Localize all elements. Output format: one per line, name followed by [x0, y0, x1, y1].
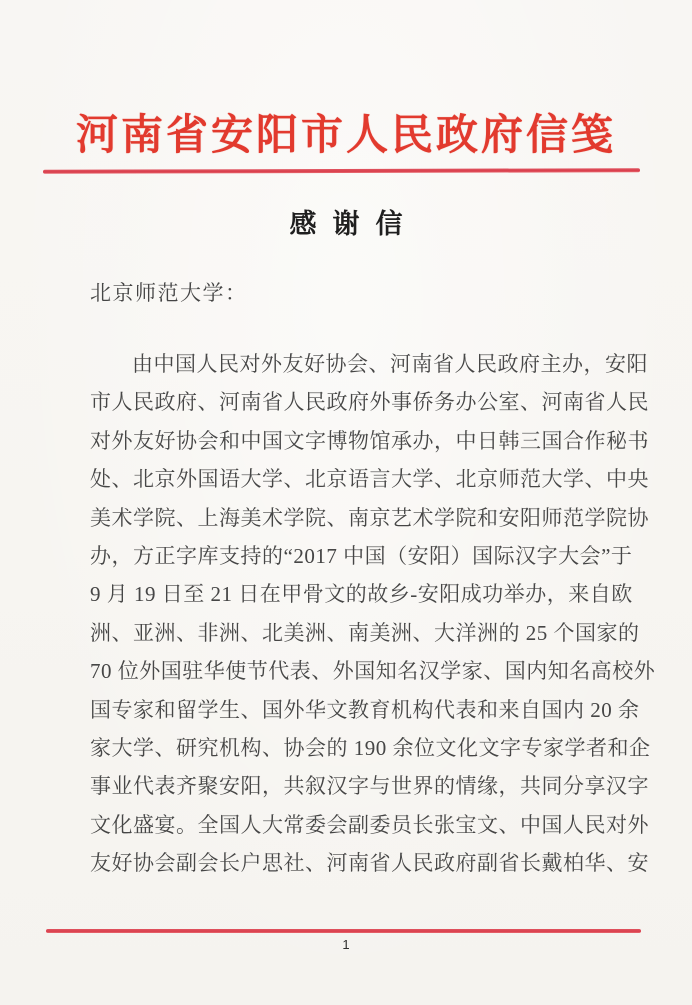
body-line: 家大学、研究机构、协会的 190 余位文化文字专家学者和企 — [90, 735, 651, 760]
document-title: 感谢信 — [289, 209, 419, 239]
salutation: 北京师范大学： — [90, 281, 248, 305]
letter-body — [90, 345, 656, 882]
body-line: 友好协会副会长户思社、河南省人民政府副省长戴柏华、安 — [90, 851, 649, 876]
body-line: 70 位外国驻华使节代表、外国知名汉学家、国内知名高校外 — [90, 659, 656, 684]
body-line: 对外友好协会和中国文字博物馆承办，中日韩三国合作秘书 — [90, 428, 649, 453]
body-line: 国专家和留学生、国外华文教育机构代表和来自国内 20 余 — [90, 697, 640, 722]
body-line: 市人民政府、河南省人民政府外事侨务办公室、河南省人民 — [90, 390, 649, 415]
letterhead-title: 河南省安阳市人民政府信笺 — [75, 113, 616, 159]
body-line: 美术学院、上海美术学院、南京艺术学院和安阳师范学院协 — [90, 505, 649, 530]
body-line: 事业代表齐聚安阳，共叙汉字与世界的情缘，共同分享汉字 — [90, 774, 649, 799]
header-rule — [43, 168, 640, 174]
body-line: 处、北京外国语大学、北京语言大学、北京师范大学、中央 — [90, 467, 649, 492]
body-line: 办，方正字库支持的“2017 中国（安阳）国际汉字大会”于 — [90, 543, 633, 568]
body-line: 9 月 19 日至 21 日在甲骨文的故乡-安阳成功举办，来自欧 — [90, 582, 633, 607]
page-number: 1 — [342, 937, 350, 952]
body-line: 洲、亚洲、非洲、北美洲、南美洲、大洋洲的 25 个国家的 — [90, 620, 640, 645]
body-line: 由中国人民对外友好协会、河南省人民政府主办，安阳 — [132, 352, 648, 376]
body-line: 文化盛宴。全国人大常委会副委员长张宝文、中国人民对外 — [90, 812, 649, 837]
footer-rule — [46, 929, 641, 933]
